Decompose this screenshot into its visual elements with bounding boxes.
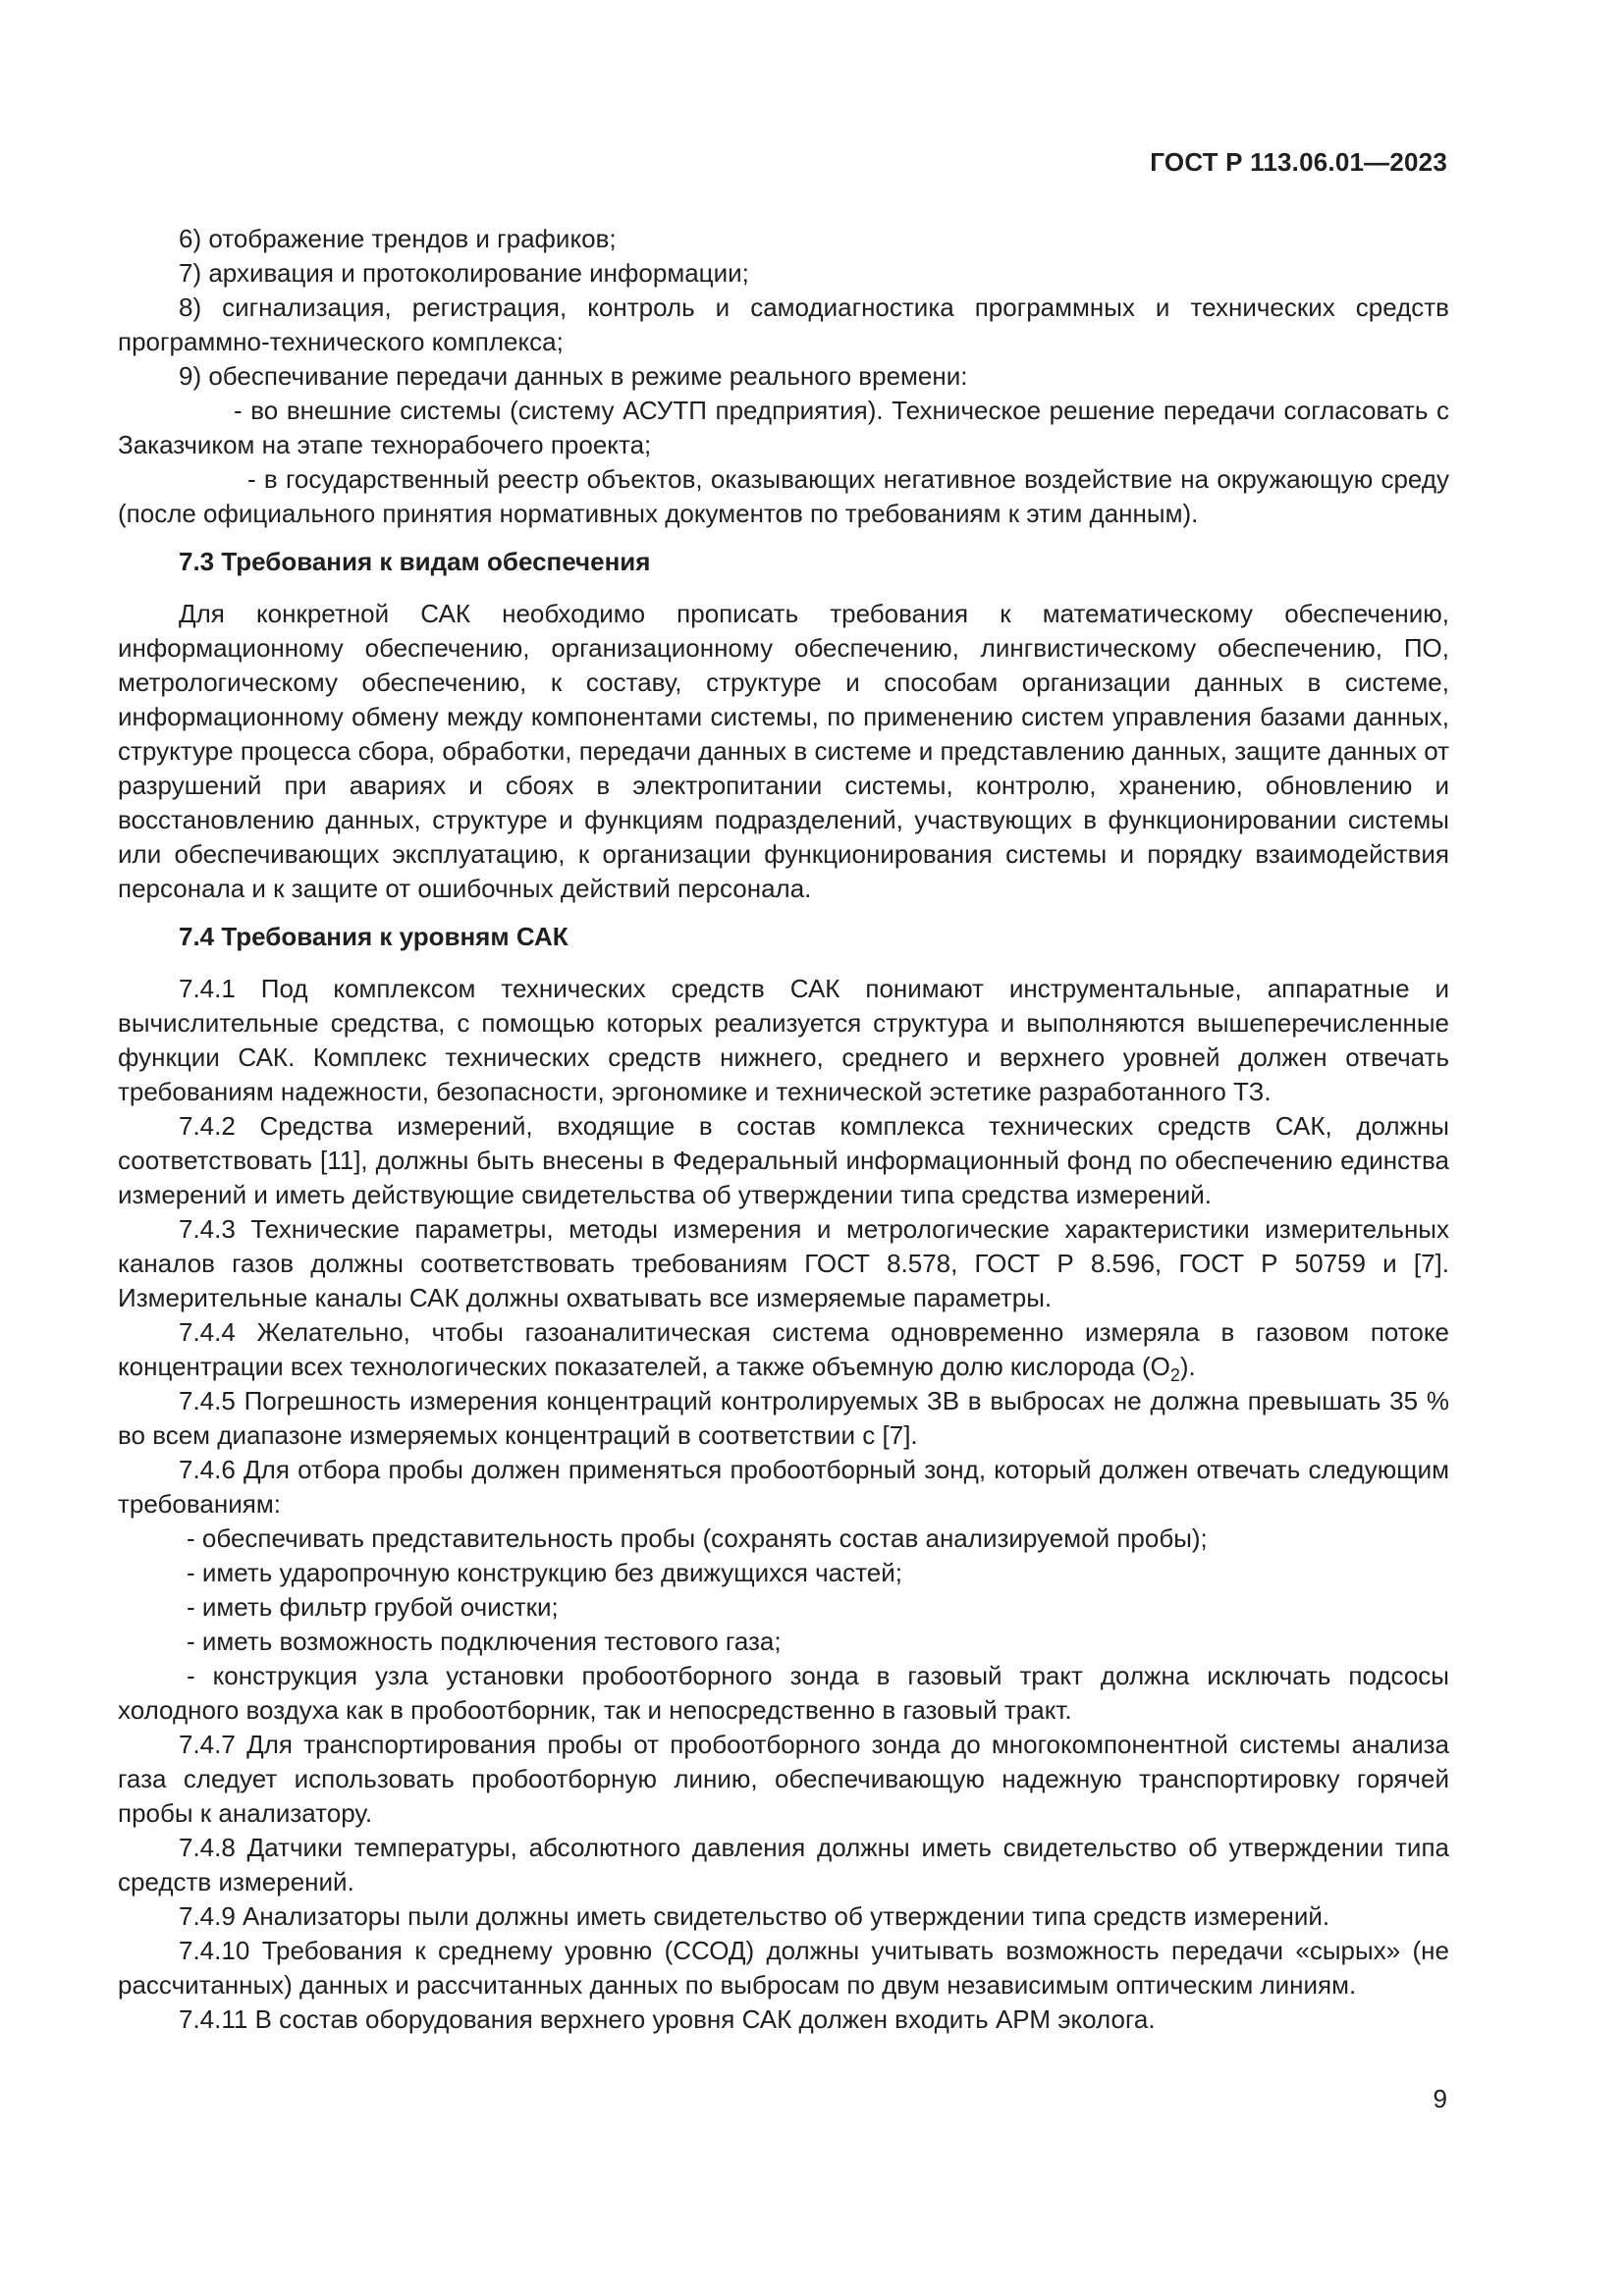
clause-7-4-4-text: 7.4.4 Желательно, чтобы газоаналитическая система одновременно измеряла в газовом потоке концентрации всех технологических показателей, а также объемную долю кислорода (O [118,1317,1449,1381]
probe-requirement-item: - иметь фильтр грубой очистки; [187,1592,559,1622]
page-number: 9 [1433,2084,1447,2113]
list-item: 9) обеспечивание передачи данных в режиме реального времени: [179,361,968,391]
clause-7-4-2: 7.4.2 Средства измерений, входящие в состав комплекса технических средств САК, должны соответствовать [11], должны быть внесены в Федеральный информационный фонд по обеспечению единства измерений и иметь действующие свидетельства об утверждении типа средства измерений. [118,1111,1449,1209]
page-content [118,222,1449,2037]
clause-7-4-8: 7.4.8 Датчики температуры, абсолютного давления должны иметь свидетельство об утверждении типа средств измерений. [118,1833,1449,1896]
list-item: 7) архивация и протоколирование информации; [179,258,749,288]
section-heading-7-3: 7.3 Требования к видам обеспечения [179,547,651,576]
probe-requirement-item: - иметь возможность подключения тестового газа; [187,1627,782,1656]
clause-7-4-6: 7.4.6 Для отбора пробы должен применяться пробоотборный зонд, который должен отвечать следующим требованиям: [118,1455,1449,1519]
clause-7-4-4 [118,1315,1449,1384]
list-item: 8) сигнализация, регистрация, контроль и самодиагностика программных и технических средств программно-технического комплекса; [118,293,1449,356]
list-item: 6) отображение трендов и графиков; [179,224,617,253]
sub-list-item: - в государственный реестр объектов, оказывающих негативное воздействие на окружающую среду (после официального принятия нормативных документов по требованиям к этим данным). [118,464,1449,528]
probe-requirement-item: - обеспечивать представительность пробы (сохранять состав анализируемой пробы); [187,1523,1208,1553]
clause-7-4-7: 7.4.7 Для транспортирования пробы от пробоотборного зонда до многокомпонентной системы анализа газа следует использовать пробоотборную линию, обеспечивающую надежную транспортировку горячей пробы к анализатору. [118,1730,1449,1828]
clause-7-4-3: 7.4.3 Технические параметры, методы измерения и метрологические характеристики измерительных каналов газов должны соответствовать требованиям ГОСТ 8.578, ГОСТ Р 8.596, ГОСТ Р 50759 и [7]. Измерительные каналы САК должны охватывать все измеряемые параметры. [118,1214,1449,1312]
clause-7-4-4-end: ). [1179,1352,1196,1381]
standard-code: ГОСТ Р 113.06.01—2023 [1150,147,1447,177]
clause-7-4-11: 7.4.11 В состав оборудования верхнего уровня САК должен входить АРМ эколога. [179,2004,1156,2034]
probe-requirement-item: - иметь ударопрочную конструкцию без движущихся частей; [187,1558,902,1587]
probe-requirement-item: - конструкция узла установки пробоотборного зонда в газовый тракт должна исключать подсосы холодного воздуха как в пробоотборник, так и непосредственно в газовый тракт. [118,1661,1449,1725]
oxygen-subscript: 2 [1169,1365,1180,1386]
clause-7-4-9: 7.4.9 Анализаторы пыли должны иметь свидетельство об утверждении типа средств измерений. [179,1901,1330,1931]
clause-7-4-1: 7.4.1 Под комплексом технических средств САК понимают инструментальные, аппаратные и вычислительные средства, с помощью которых реализуется структура и выполняются вышеперечисленные функции САК. Комплекс технических средств нижнего, среднего и верхнего уровней должен отвечать требованиям надежности, безопасности, эргономике и технической эстетике разработанного ТЗ. [118,974,1449,1106]
clause-7-4-10: 7.4.10 Требования к среднему уровню (ССОД) должны учитывать возможность передачи «сырых» (не рассчитанных) данных и рассчитанных данных по выбросам по двум независимым оптическим линиям. [118,1936,1449,2000]
section-7-3-text: Для конкретной САК необходимо прописать требования к математическому обеспечению, информационному обеспечению, организационному обеспечению, лингвистическому обеспечению, ПО, метрологическому обеспечению, к составу, структуре и способам организации данных в системе, информационному обмену между компонентами системы, по применению систем управления базами данных, структуре процесса сбора, обработки, передачи данных в системе и представлению данных, защите данных от разрушений при авариях и сбоях в электропитании системы, контролю, хранению, обновлению и восстановлению данных, структуре и функциям подразделений, участвующих в функционировании системы или обеспечивающих эксплуатацию, к организации функционирования системы и порядку взаимодействия персонала и к защите от ошибочных действий персонала. [118,599,1449,903]
section-heading-7-4: 7.4 Требования к уровням САК [179,922,568,951]
clause-7-4-5: 7.4.5 Погрешность измерения концентраций контролируемых ЗВ в выбросах не должна превышать 35 % во всем диапазоне измеряемых концентраций в соответствии с [7]. [118,1386,1449,1450]
sub-list-item: - во внешние системы (систему АСУТП предприятия). Техническое решение передачи согласовать с Заказчиком на этапе технорабочего проекта; [118,396,1449,459]
